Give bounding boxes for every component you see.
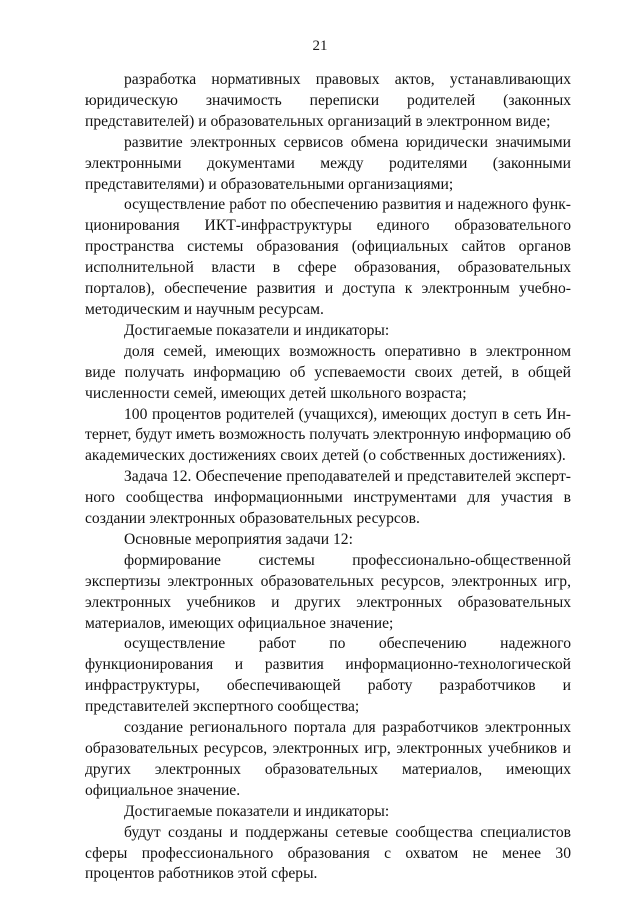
paragraph: разработка нормативных правовых актов, устанавливающих юридическую значимость переписки родителей (законных представителей) и образовательных организаций в электронном виде; bbox=[85, 71, 571, 130]
paragraph: формирование системы профессионально-общественной экспертизы электронных образовательных ресурсов, электронных игр, электронных учебников и других электронных образовательных материалов, имеющих официальное значение; bbox=[85, 551, 571, 632]
paragraph: Задача 12. Обеспечение преподавателей и представителей экспертного сообщества информационными инструментами для участия в создании электронных образовательных ресурсов. bbox=[85, 468, 571, 528]
paragraph: доля семей, имеющих возможность оперативно в электронном виде получать информацию об успеваемости своих детей, в общей численности семей, имеющих детей школьного возраста; bbox=[85, 342, 571, 402]
document-body bbox=[85, 70, 571, 885]
page-number: 21 bbox=[312, 38, 328, 54]
paragraph: развитие электронных сервисов обмена юридически значимыми электронными документами между родителями (законными представителями) и образовательными организациями; bbox=[85, 133, 571, 193]
paragraph: будут созданы и поддержаны сетевые сообщества специалистов сферы профессионального образования с охватом не менее 30 процентов работников этой сферы. bbox=[85, 823, 571, 883]
paragraph: 100 процентов родителей (учащихся), имеющих доступ в сеть Интернет, будут иметь возможность получать электронную информацию об академических достижениях своих детей (о собственных достижениях). bbox=[85, 405, 571, 465]
paragraph: осуществление работ по обеспечению развития и надежного функционирования ИКТ-инфраструктуры единого образовательного пространства системы образования (официальных сайтов органов исполнительной власти в сфере образования, образовательных порталов), обеспечение развития и доступа к электронным учебно-методическим и научным ресурсам. bbox=[85, 196, 571, 318]
paragraph: Достигаемые показатели и индикаторы: bbox=[124, 802, 390, 820]
paragraph: Достигаемые показатели и индикаторы: bbox=[124, 321, 390, 339]
paragraph: создание регионального портала для разработчиков электронных образовательных ресурсов, электронных игр, электронных учебников и других электронных образовательных материалов, имеющих официальное значение. bbox=[85, 719, 571, 799]
paragraph: осуществление работ по обеспечению надежного функционирования и развития информационно-технологической инфраструктуры, обеспечивающей работу разработчиков и представителей экспертного сообщества; bbox=[85, 635, 571, 716]
paragraph: Основные мероприятия задачи 12: bbox=[124, 530, 353, 548]
